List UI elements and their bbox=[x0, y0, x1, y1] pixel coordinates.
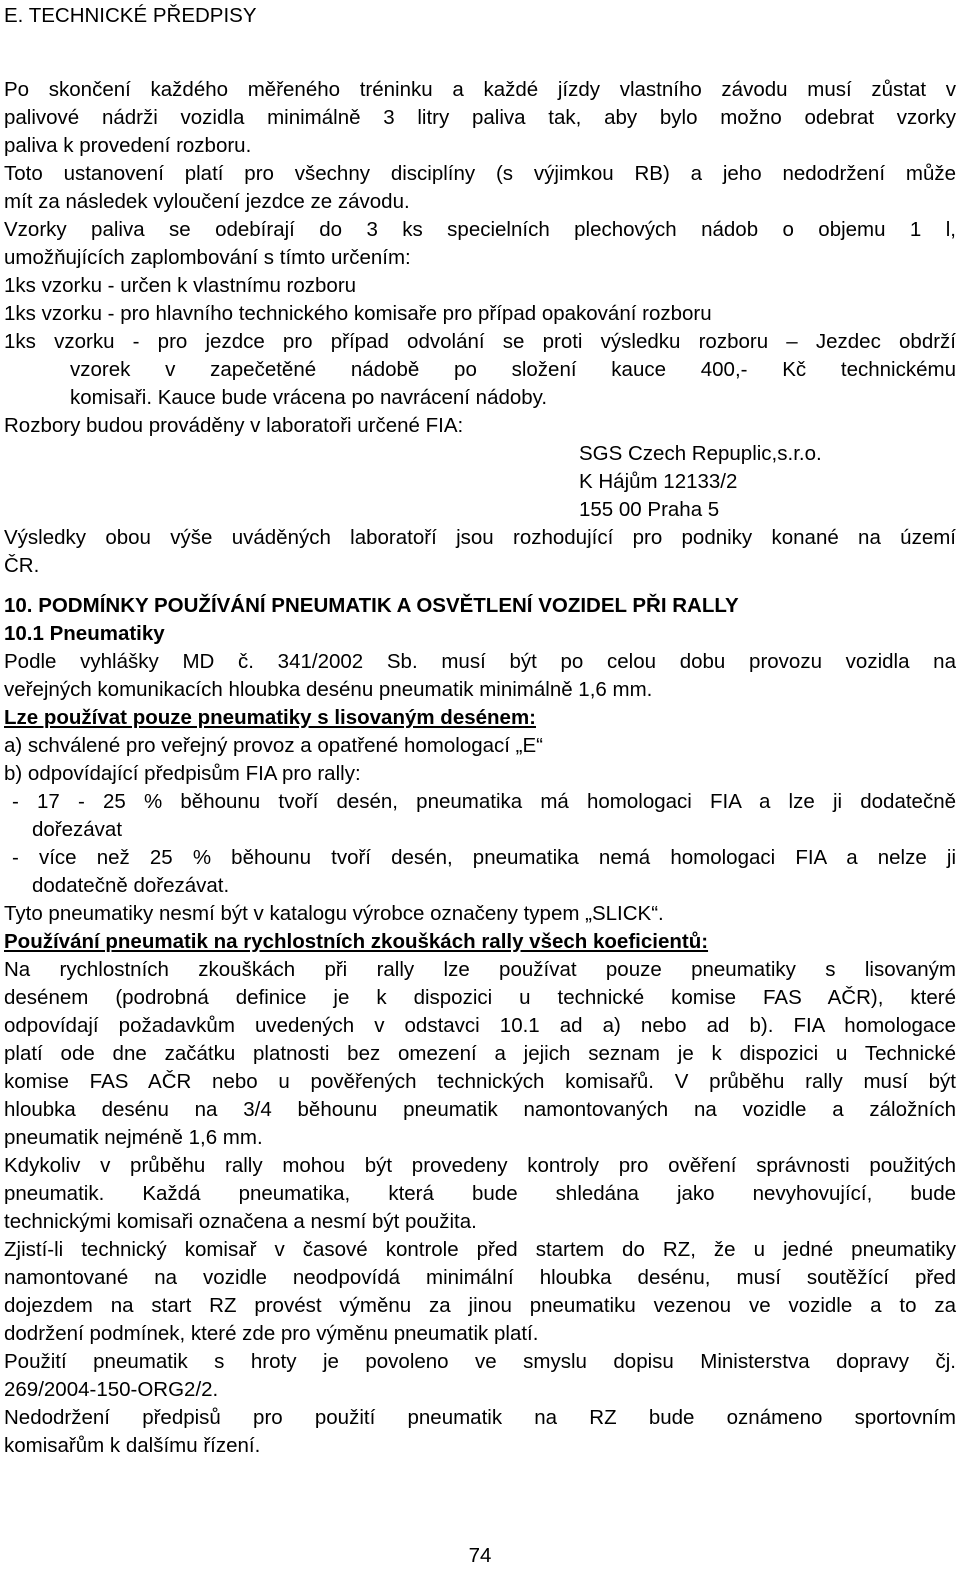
lab-name: SGS Czech Repuplic,s.r.o. bbox=[579, 442, 822, 465]
stage-line: komise FAS AČR nebo u pověřených technických komisařů. V průběhu rally musí být bbox=[4, 1070, 956, 1093]
fuel-line: mít za následek vyloučení jezdce ze závodu. bbox=[4, 190, 410, 213]
stage-line: Na rychlostních zkouškách při rally lze používat pouze pneumatiky s lisovaným bbox=[4, 958, 956, 981]
stage-line: desénem (podrobná definice je k dispozici u technické komise FAS AČR), které bbox=[4, 986, 956, 1009]
stage-line: 269/2004-150-ORG2/2. bbox=[4, 1378, 219, 1401]
stage-line: Zjistí-li technický komisař v časové kontrole před startem do RZ, že u jedné pneumatiky bbox=[4, 1238, 956, 1261]
fuel-line: paliva k provedení rozboru. bbox=[4, 134, 252, 157]
fuel-line: Toto ustanovení platí pro všechny disciplíny (s výjimkou RB) a jeho nedodržení může bbox=[4, 162, 956, 185]
stage-line: technickými komisaři označena a nesmí být použita. bbox=[4, 1210, 477, 1233]
stage-line: platí ode dne začátku platnosti bez omezení a jejich seznam je k dispozici u Technické bbox=[4, 1042, 956, 1065]
lab-city: 155 00 Praha 5 bbox=[579, 498, 720, 521]
stage-line: Nedodržení předpisů pro použití pneumatik na RZ bude oznámeno sportovním bbox=[4, 1406, 956, 1429]
stage-heading: Používání pneumatik na rychlostních zkouškách rally všech koeficientů: bbox=[4, 930, 709, 953]
sample-item: 1ks vzorku - pro hlavního technického komisaře pro případ opakování rozboru bbox=[4, 302, 712, 325]
stage-line: Kdykoliv v průběhu rally mohou být provedeny kontroly pro ověření správnosti použitých bbox=[4, 1154, 956, 1177]
tread-line: Tyto pneumatiky nesmí být v katalogu výrobce označeny typem „SLICK“. bbox=[4, 902, 664, 925]
tread-item: b) odpovídající předpisům FIA pro rally: bbox=[4, 762, 361, 785]
stage-line: dodržení podmínek, které zde pro výměnu pneumatik platí. bbox=[4, 1322, 539, 1345]
section-10-title: 10. PODMÍNKY POUŽÍVÁNÍ PNEUMATIK A OSVĚTLENÍ VOZIDEL PŘI RALLY bbox=[4, 594, 739, 617]
fuel-line: Rozbory budou prováděny v laboratoři určené FIA: bbox=[4, 414, 464, 437]
section-10-line: veřejných komunikacích hloubka desénu pneumatik minimálně 1,6 mm. bbox=[4, 678, 653, 701]
stage-line: Použití pneumatik s hroty je povoleno ve smyslu dopisu Ministerstva dopravy čj. bbox=[4, 1350, 956, 1373]
fuel-line: palivové nádrži vozidla minimálně 3 litry paliva tak, aby bylo možno odebrat vzorky bbox=[4, 106, 956, 129]
tread-heading: Lze používat pouze pneumatiky s lisovaným desénem: bbox=[4, 706, 536, 729]
tread-item: a) schválené pro veřejný provoz a opatřené homologací „E“ bbox=[4, 734, 543, 757]
tread-item-continued: dořezávat bbox=[32, 818, 123, 841]
section-10-1-subtitle: 10.1 Pneumatiky bbox=[4, 622, 165, 645]
tread-item-continued: dodatečně dořezávat. bbox=[32, 874, 230, 897]
fuel-line: umožňujících zaplombování s tímto určením: bbox=[4, 246, 411, 269]
section-heading: E. TECHNICKÉ PŘEDPISY bbox=[4, 4, 257, 27]
section-10-line: Podle vyhlášky MD č. 341/2002 Sb. musí být po celou dobu provozu vozidla na bbox=[4, 650, 956, 673]
sample-item-continued: vzorek v zapečetěné nádobě po složení kauce 400,- Kč technickému bbox=[70, 358, 956, 381]
stage-line: odpovídají požadavkům uvedených v odstavci 10.1 ad a) nebo ad b). FIA homologace bbox=[4, 1014, 956, 1037]
stage-line: dojezdem na start RZ provést výměnu za jinou pneumatiku vezenou ve vozidle a to za bbox=[4, 1294, 956, 1317]
sample-item: 1ks vzorku - určen k vlastnímu rozboru bbox=[4, 274, 357, 297]
sample-item: 1ks vzorku - pro jezdce pro případ odvolání se proti výsledku rozboru – Jezdec obdrží bbox=[4, 330, 956, 353]
tread-item: - 17 - 25 % běhounu tvoří desén, pneumatika má homologaci FIA a lze ji dodatečně bbox=[12, 790, 956, 813]
results-line: Výsledky obou výše uváděných laboratoří jsou rozhodující pro podniky konané na území bbox=[4, 526, 956, 549]
stage-line: pneumatik. Každá pneumatika, která bude shledána jako nevyhovující, bude bbox=[4, 1182, 956, 1205]
fuel-line: Vzorky paliva se odebírají do 3 ks specielních plechových nádob o objemu 1 l, bbox=[4, 218, 956, 241]
stage-line: hloubka desénu na 3/4 běhounu pneumatik namontovaných na vozidle a záložních bbox=[4, 1098, 956, 1121]
sample-item-continued: komisaři. Kauce bude vrácena po navrácení nádoby. bbox=[70, 386, 548, 409]
tread-item: - více než 25 % běhounu tvoří desén, pneumatika nemá homologaci FIA a nelze ji bbox=[12, 846, 956, 869]
fuel-line: Po skončení každého měřeného tréninku a každé jízdy vlastního závodu musí zůstat v bbox=[4, 78, 956, 101]
stage-line: namontované na vozidle neodpovídá minimální hloubka desénu, musí soutěžící před bbox=[4, 1266, 956, 1289]
results-line: ČR. bbox=[4, 554, 40, 577]
page-number: 74 bbox=[468, 1544, 492, 1567]
lab-street: K Hájům 12133/2 bbox=[579, 470, 738, 493]
stage-line: komisařům k dalšímu řízení. bbox=[4, 1434, 261, 1457]
stage-line: pneumatik nejméně 1,6 mm. bbox=[4, 1126, 263, 1149]
